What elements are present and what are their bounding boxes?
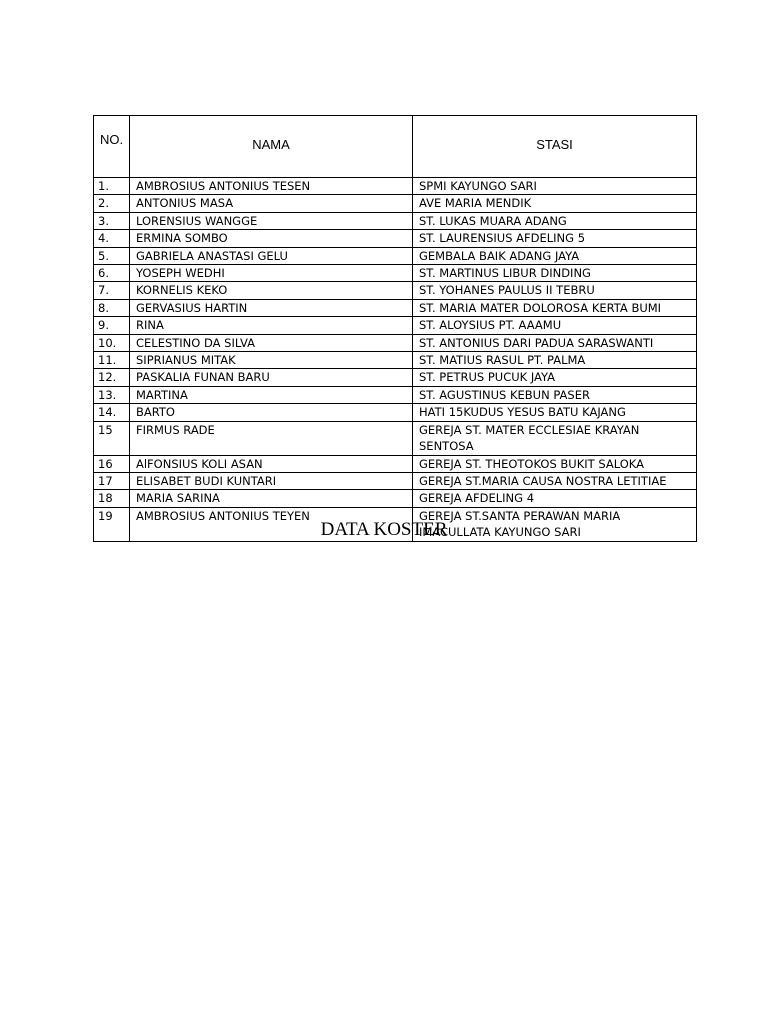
table-row [94,265,697,282]
cell-no: 3. [94,212,130,229]
table-row [94,247,697,264]
cell-stasi: ST. LAURENSIUS AFDELING 5 [413,230,697,247]
header-no: NO. [94,116,130,178]
table-row [94,212,697,229]
cell-stasi: GEREJA AFDELING 4 [413,490,697,507]
cell-no: 10. [94,334,130,351]
cell-stasi: SPMI KAYUNGO SARI [413,178,697,195]
cell-nama: AMBROSIUS ANTONIUS TEYEN [130,507,413,541]
cell-nama: MARIA SARINA [130,490,413,507]
cell-nama: GABRIELA ANASTASI GELU [130,247,413,264]
header-nama: NAMA [130,116,413,178]
cell-no: 13. [94,386,130,403]
cell-no: 4. [94,230,130,247]
table-row [94,455,697,472]
cell-nama: ERMINA SOMBO [130,230,413,247]
table-row [94,490,697,507]
cell-nama: MARTINA [130,386,413,403]
cell-stasi: ST. ANTONIUS DARI PADUA SARASWANTI [413,334,697,351]
page-title: DATA KOSTER [320,519,448,540]
table-row [94,299,697,316]
cell-stasi: ST. PETRUS PUCUK JAYA [413,369,697,386]
table-row [94,195,697,212]
table-row [94,421,697,455]
table-row [94,230,697,247]
cell-no: 12. [94,369,130,386]
cell-nama: KORNELIS KEKO [130,282,413,299]
cell-nama: RINA [130,317,413,334]
cell-nama: GERVASIUS HARTIN [130,299,413,316]
cell-stasi: GEREJA ST.MARIA CAUSA NOSTRA LETITIAE [413,472,697,489]
cell-no: 2. [94,195,130,212]
cell-stasi: ST. YOHANES PAULUS II TEBRU [413,282,697,299]
cell-nama: AMBROSIUS ANTONIUS TESEN [130,178,413,195]
cell-stasi: ST. MARIA MATER DOLOROSA KERTA BUMI [413,299,697,316]
cell-no: 18 [94,490,130,507]
table-row [94,472,697,489]
table-header-row [94,116,697,178]
cell-no: 8. [94,299,130,316]
cell-stasi: GEMBALA BAIK ADANG JAYA [413,247,697,264]
cell-no: 15 [94,421,130,455]
cell-stasi: GEREJA ST. MATER ECCLESIAE KRAYAN SENTOSA [413,421,697,455]
cell-no: 19 [94,507,130,541]
table-row [94,282,697,299]
cell-nama: CELESTINO DA SILVA [130,334,413,351]
cell-stasi: ST. MARTINUS LIBUR DINDING [413,265,697,282]
cell-nama: AlFONSIUS KOLI ASAN [130,455,413,472]
cell-stasi: ST. MATIUS RASUL PT. PALMA [413,352,697,369]
cell-nama: LORENSIUS WANGGE [130,212,413,229]
table-row [94,334,697,351]
table-row [94,178,697,195]
table-row [94,369,697,386]
cell-nama: FIRMUS RADE [130,421,413,455]
cell-nama: ELISABET BUDI KUNTARI [130,472,413,489]
cell-stasi: HATI 15KUDUS YESUS BATU KAJANG [413,404,697,421]
table-body [94,178,697,542]
koster-table [93,115,697,542]
header-stasi: STASI [413,116,697,178]
cell-nama: SIPRIANUS MITAK [130,352,413,369]
table-row [94,352,697,369]
table-row [94,317,697,334]
table-row [94,386,697,403]
cell-nama: PASKALIA FUNAN BARU [130,369,413,386]
cell-no: 14. [94,404,130,421]
cell-no: 16 [94,455,130,472]
cell-stasi: ST. AGUSTINUS KEBUN PASER [413,386,697,403]
cell-nama: ANTONIUS MASA [130,195,413,212]
cell-no: 6. [94,265,130,282]
cell-stasi: GEREJA ST.SANTA PERAWAN MARIA IMACULLATA KAYUNGO SARI [413,507,697,541]
cell-stasi: AVE MARIA MENDIK [413,195,697,212]
cell-no: 1. [94,178,130,195]
cell-no: 7. [94,282,130,299]
table-row [94,404,697,421]
cell-stasi: GEREJA ST. THEOTOKOS BUKIT SALOKA [413,455,697,472]
cell-no: 9. [94,317,130,334]
cell-stasi: ST. ALOYSIUS PT. AAAMU [413,317,697,334]
cell-stasi: ST. LUKAS MUARA ADANG [413,212,697,229]
cell-no: 11. [94,352,130,369]
cell-nama: YOSEPH WEDHI [130,265,413,282]
cell-no: 17 [94,472,130,489]
cell-no: 5. [94,247,130,264]
cell-nama: BARTO [130,404,413,421]
